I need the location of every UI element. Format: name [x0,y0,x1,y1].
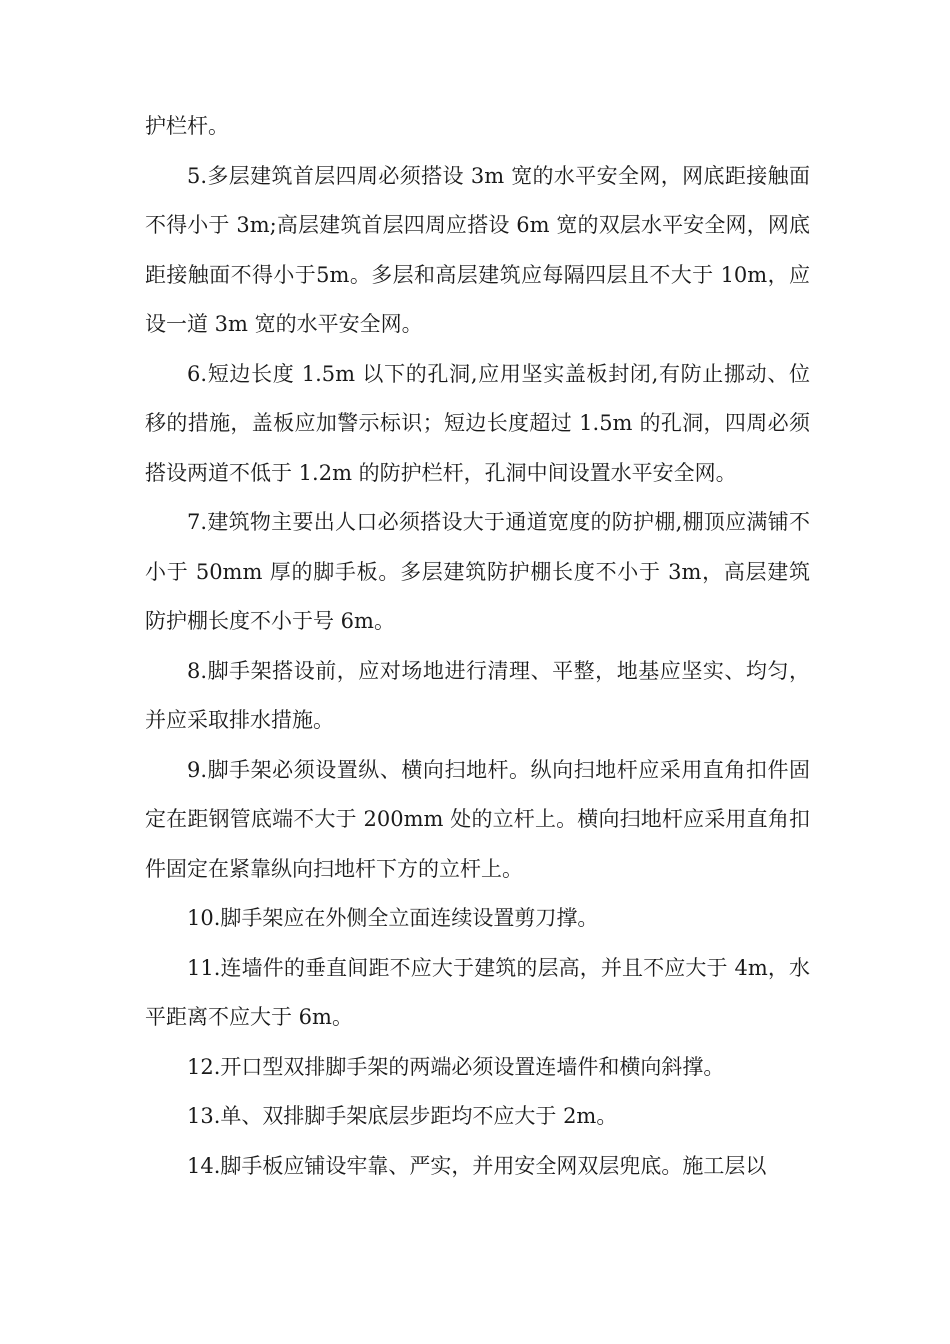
paragraph-item-13: 13.单、双排脚手架底层步距均不应大于 2m。 [187,1104,618,1128]
document-body [145,102,810,1191]
paragraph-item-7: 7.建筑物主要出人口必须搭设大于通道宽度的防护棚,棚顶应满铺不小于 50mm 厚的脚手板。多层建筑防护棚长度不小于 3m，高层建筑防护棚长度不小于号 6m。 [145,510,810,633]
paragraph-item-5: 5.多层建筑首层四周必须搭设 3m 宽的水平安全网，网底距接触面不得小于 3m;高层建筑首层四周应搭设 6m 宽的双层水平安全网，网底距接触面不得小于5m。多层和高层建筑应每隔四层且不大于 10m，应设一道 3m 宽的水平安全网。 [145,163,810,336]
paragraph-item-10: 10.脚手架应在外侧全立面连续设置剪刀撑。 [187,906,599,930]
paragraph-item-11: 11.连墙件的垂直间距不应大于建筑的层高，并且不应大于 4m，水平距离不应大于 6m。 [145,955,810,1029]
paragraph-item-12: 12.开口型双排脚手架的两端必须设置连墙件和横向斜撑。 [187,1054,725,1079]
paragraph-item-14: 14.脚手板应铺设牢靠、严实，并用安全网双层兜底。施工层以 [187,1153,767,1178]
paragraph-item-8: 8.脚手架搭设前，应对场地进行清理、平整，地基应坚实、均匀，并应采取排水措施。 [145,658,810,732]
paragraph-continuation: 护栏杆。 [145,114,229,138]
paragraph-item-6: 6.短边长度 1.5m 以下的孔洞,应用坚实盖板封闭,有防止挪动、位移的措施，盖板应加警示标识；短边长度超过 1.5m 的孔洞，四周必须搭设两道不低于 1.2m 的防护栏杆，孔洞中间设置水平安全网。 [145,361,810,485]
paragraph-item-9: 9.脚手架必须设置纵、横向扫地杆。纵向扫地杆应采用直角扣件固定在距钢管底端不大于 200mm 处的立杆上。横向扫地杆应采用直角扣件固定在紧靠纵向扫地杆下方的立杆上。 [145,757,810,881]
